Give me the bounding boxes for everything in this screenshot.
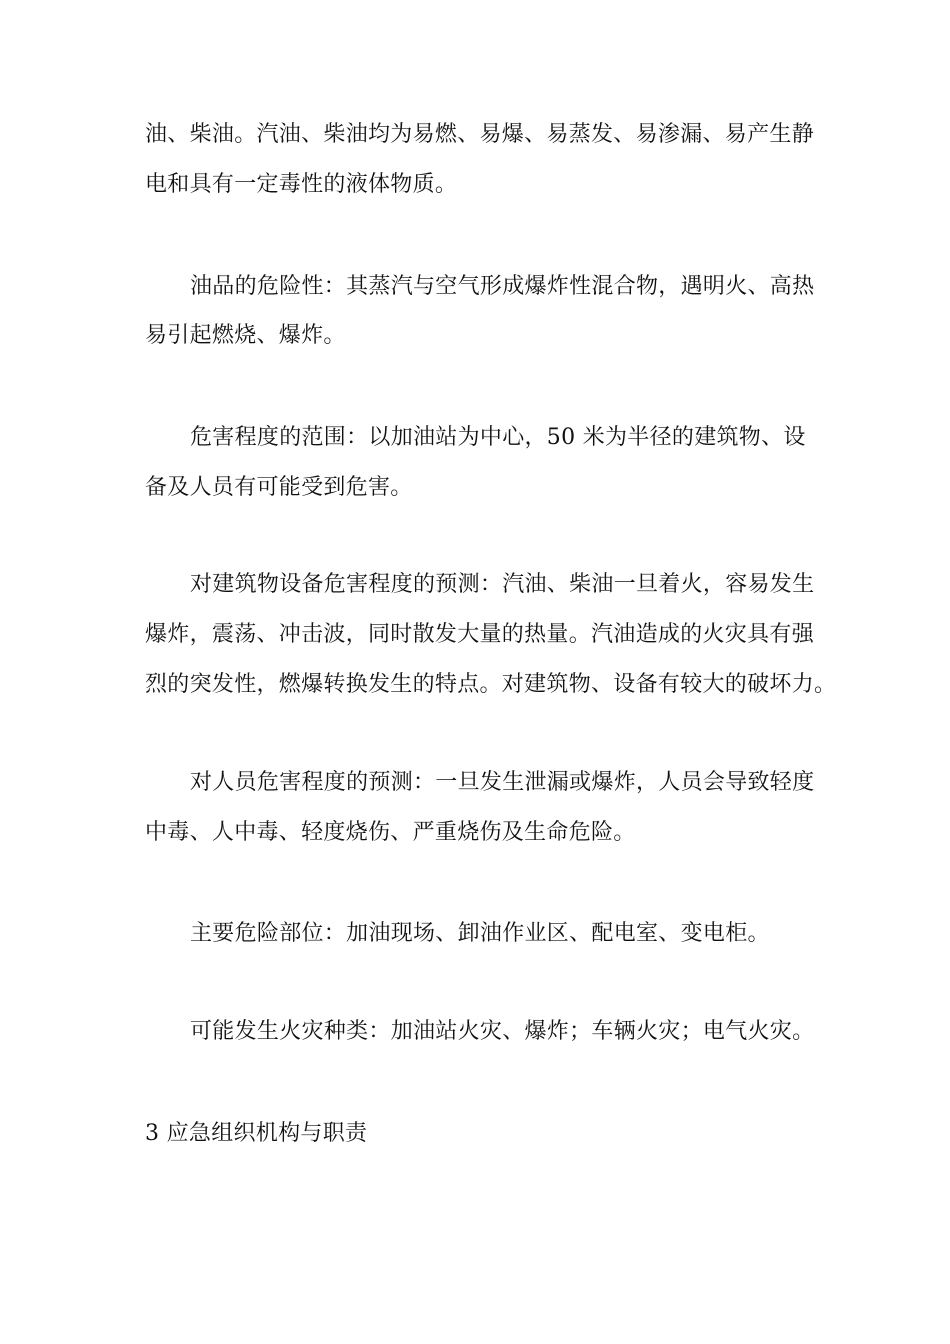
paragraph-2-line-2: 易引起燃烧、爆炸。 [145, 323, 346, 348]
paragraph-3-line-1: 危害程度的范围：以加油站为中心，50 米为半径的建筑物、设 [190, 425, 806, 450]
paragraph-4-line-1: 对建筑物设备危害程度的预测：汽油、柴油一旦着火，容易发生 [190, 572, 815, 597]
paragraph-5-line-2: 中毒、人中毒、轻度烧伤、严重烧伤及生命危险。 [145, 820, 636, 845]
section-heading: 3 应急组织机构与职责 [145, 1121, 368, 1146]
paragraph-6-line-1: 主要危险部位：加油现场、卸油作业区、配电室、变电柜。 [190, 921, 770, 946]
paragraph-4-line-3: 烈的突发性，燃爆转换发生的特点。对建筑物、设备有较大的破坏力。 [145, 672, 837, 697]
paragraph-1-line-2: 电和具有一定毒性的液体物质。 [145, 172, 458, 197]
paragraph-3-line-2: 备及人员有可能受到危害。 [145, 475, 413, 500]
paragraph-7-line-1: 可能发生火灾种类：加油站火灾、爆炸；车辆火灾；电气火灾。 [190, 1019, 815, 1044]
paragraph-2-line-1: 油品的危险性：其蒸汽与空气形成爆炸性混合物，遇明火、高热 [190, 274, 815, 299]
paragraph-1-line-1: 油、柴油。汽油、柴油均为易燃、易爆、易蒸发、易渗漏、易产生静 [145, 122, 815, 147]
paragraph-5-line-1: 对人员危害程度的预测：一旦发生泄漏或爆炸，人员会导致轻度 [190, 770, 815, 795]
paragraph-4-line-2: 爆炸，震荡、冲击波，同时散发大量的热量。汽油造成的火灾具有强 [145, 622, 815, 647]
